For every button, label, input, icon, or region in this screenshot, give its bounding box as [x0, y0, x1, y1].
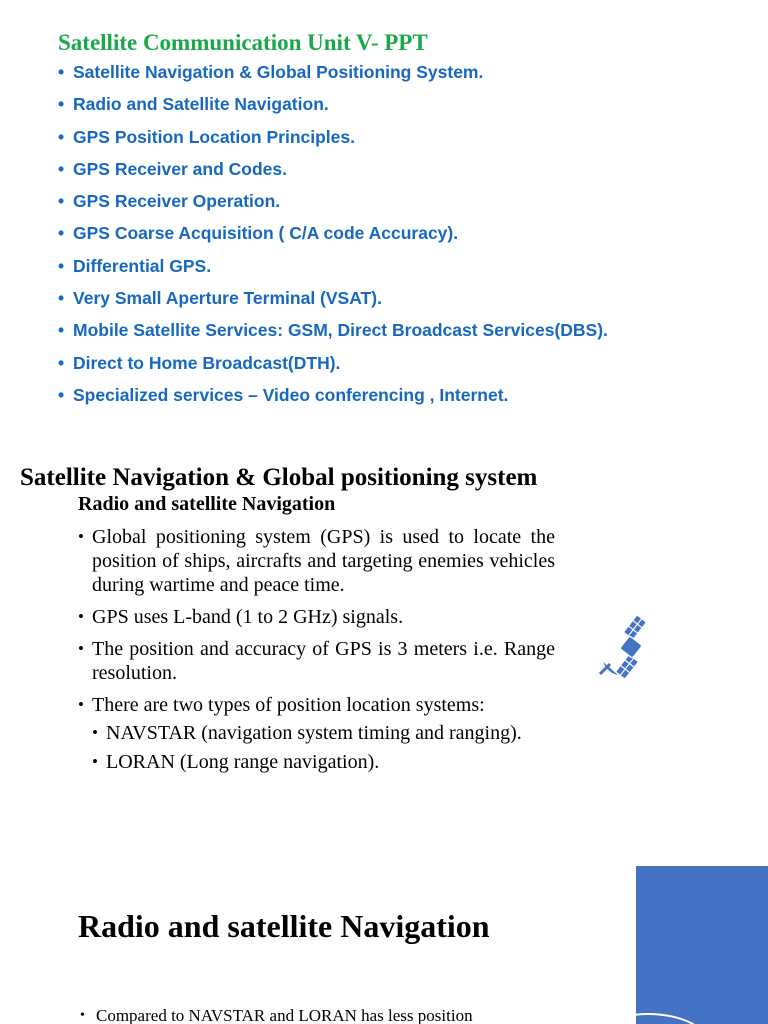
contents-item: • Differential GPS.	[58, 254, 608, 286]
slide-contents	[0, 0, 768, 420]
slide-radio-satellite-navigation	[0, 850, 768, 1024]
bullet-item: • The position and accuracy of GPS is 3 meters i.e. Range resolution.	[78, 637, 555, 685]
bullet-item: • GPS uses L-band (1 to 2 GHz) signals.	[78, 605, 555, 629]
contents-item: • Satellite Navigation & Global Positioning System.	[58, 60, 608, 92]
contents-item: • GPS Position Location Principles.	[58, 125, 608, 157]
contents-item: • Radio and Satellite Navigation.	[58, 92, 608, 124]
slide-title: Radio and satellite Navigation	[78, 908, 490, 944]
sub-bullet-item: • LORAN (Long range navigation).	[92, 750, 555, 774]
bullet-list	[80, 1005, 473, 1024]
unit-title: Satellite Communication Unit V- PPT	[58, 30, 428, 55]
slide-satellite-navigation	[0, 440, 768, 840]
bullet-list	[78, 525, 555, 782]
slide-subtitle: Radio and satellite Navigation	[78, 493, 336, 515]
sub-bullet-list	[92, 721, 555, 774]
contents-item: • Direct to Home Broadcast(DTH).	[58, 351, 608, 383]
bullet-text: There are two types of position location systems:	[92, 694, 485, 716]
bullet-item-types	[78, 693, 555, 774]
bullet-item: • Global positioning system (GPS) is used to locate the position of ships, aircrafts and targeting enemies vehicles during wartime and peace time.	[78, 525, 555, 597]
contents-item: • Very Small Aperture Terminal (VSAT).	[58, 286, 608, 318]
contents-item: • GPS Receiver and Codes.	[58, 157, 608, 189]
satellite-icon	[596, 614, 666, 680]
slide-title: Satellite Navigation & Global positioning system	[20, 464, 538, 491]
bullet-item: • Compared to NAVSTAR and LORAN has less position	[80, 1005, 473, 1024]
contents-item: • Specialized services – Video conferencing , Internet.	[58, 383, 608, 415]
accent-panel	[636, 866, 768, 1024]
contents-item: • GPS Coarse Acquisition ( C/A code Accuracy).	[58, 221, 608, 253]
contents-item: • Mobile Satellite Services: GSM, Direct Broadcast Services(DBS).	[58, 318, 608, 350]
sub-bullet-item: • NAVSTAR (navigation system timing and ranging).	[92, 721, 555, 745]
contents-list	[58, 60, 608, 415]
contents-item: • GPS Receiver Operation.	[58, 189, 608, 221]
